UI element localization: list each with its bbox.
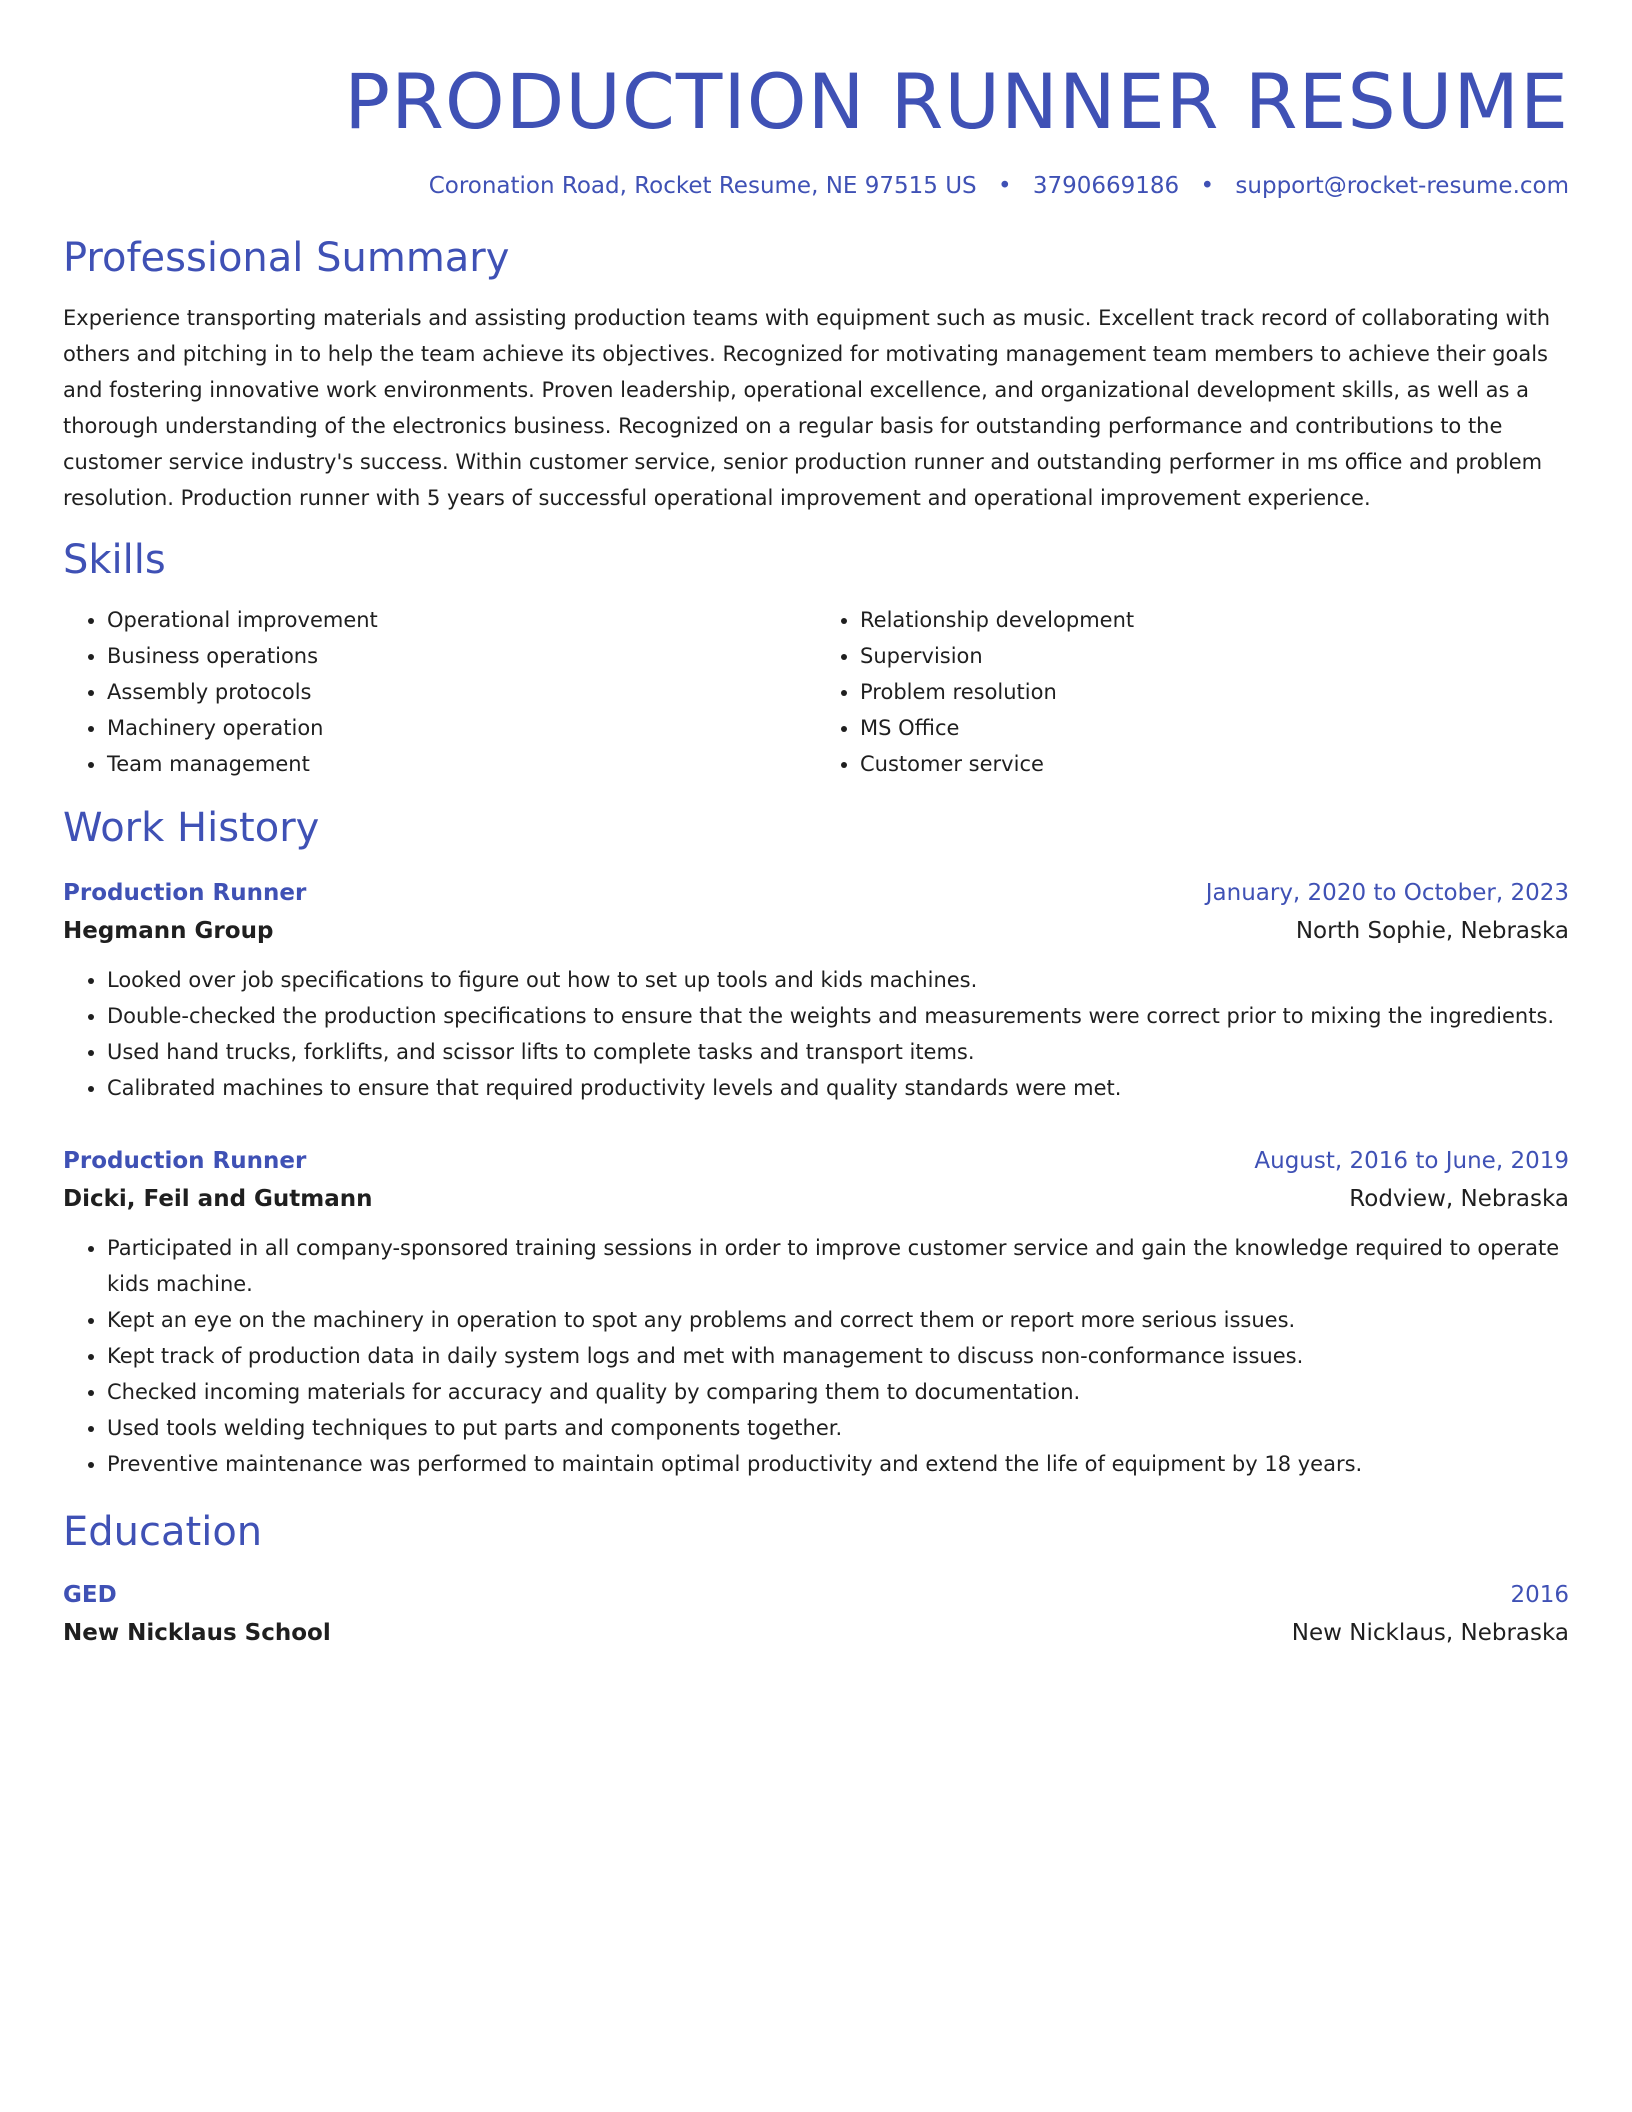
contact-separator: •: [1200, 173, 1215, 199]
job-title-row: [63, 874, 1569, 912]
job-bullet: • Participated in all company-sponsored training sessions in order to improve customer service and gain the knowledge required to operate kids machine.: [107, 1230, 1569, 1302]
job-company: Hegmann Group: [63, 918, 274, 944]
job-company: Dicki, Feil and Gutmann: [63, 1186, 373, 1212]
skills-section: [63, 534, 1569, 782]
contact-line: [63, 170, 1569, 202]
job-bullet: • Used hand trucks, forklifts, and scissor lifts to complete tasks and transport items.: [107, 1034, 1569, 1070]
skills-grid: [63, 602, 1569, 782]
skill-item: • Supervision: [860, 638, 1569, 674]
section-heading-skills: Skills: [63, 537, 166, 583]
skills-column-left: [63, 602, 816, 782]
job-bullets: [63, 962, 1569, 1106]
skill-item: • Assembly protocols: [107, 674, 816, 710]
skills-column-right: [816, 602, 1569, 782]
contact-separator: •: [997, 173, 1012, 199]
job-title: Production Runner: [63, 1148, 307, 1174]
job-bullet: • Used tools welding techniques to put parts and components together.: [107, 1410, 1569, 1446]
skill-item: • Relationship development: [860, 602, 1569, 638]
job-dates: August, 2016 to June, 2019: [1254, 1148, 1569, 1174]
resume-title: PRODUCTION RUNNER RESUME: [344, 57, 1569, 146]
job-bullet: • Checked incoming materials for accuracy and quality by comparing them to documentation.: [107, 1374, 1569, 1410]
job-bullet: • Calibrated machines to ensure that required productivity levels and quality standards were met.: [107, 1070, 1569, 1106]
skill-item: • Business operations: [107, 638, 816, 674]
job-location: North Sophie, Nebraska: [1295, 918, 1569, 944]
job-company-row: [63, 1180, 1569, 1218]
contact-address: Coronation Road, Rocket Resume, NE 97515 US: [428, 173, 977, 199]
skill-item: • Customer service: [860, 746, 1569, 782]
job-bullet: • Preventive maintenance was performed to maintain optimal productivity and extend the life of equipment by 18 years.: [107, 1446, 1569, 1482]
section-heading-summary: Professional Summary: [63, 235, 510, 281]
skill-item: • Problem resolution: [860, 674, 1569, 710]
section-heading-education: Education: [63, 1509, 263, 1555]
job-bullet: • Kept track of production data in daily system logs and met with management to discuss non-conformance issues.: [107, 1338, 1569, 1374]
contact-phone: 3790669186: [1032, 173, 1180, 199]
skill-item: • Machinery operation: [107, 710, 816, 746]
job-bullet: • Double-checked the production specifications to ensure that the weights and measurements were correct prior to mixing the ingredients.: [107, 998, 1569, 1034]
job-title: Production Runner: [63, 880, 307, 906]
education-location: New Nicklaus, Nebraska: [1291, 1620, 1569, 1646]
job-bullets: [63, 1230, 1569, 1482]
education-degree: GED: [63, 1582, 117, 1608]
job-company-row: [63, 912, 1569, 950]
education-degree-row: [63, 1576, 1569, 1614]
job-title-row: [63, 1142, 1569, 1180]
summary-section: [63, 232, 1569, 516]
education-school: New Nicklaus School: [63, 1620, 331, 1646]
skill-item: • Team management: [107, 746, 816, 782]
contact-email: support@rocket-resume.com: [1235, 173, 1569, 199]
section-heading-work-history: Work History: [63, 805, 320, 851]
education-school-row: [63, 1614, 1569, 1652]
work-history-section: [63, 802, 1569, 1482]
job-location: Rodview, Nebraska: [1349, 1186, 1569, 1212]
job-bullet: • Kept an eye on the machinery in operation to spot any problems and correct them or report more serious issues.: [107, 1302, 1569, 1338]
education-entry: [63, 1576, 1569, 1652]
education-section: [63, 1506, 1569, 1652]
education-year: 2016: [1510, 1582, 1569, 1608]
skill-item: • MS Office: [860, 710, 1569, 746]
summary-text: Experience transporting materials and assisting production teams with equipment such as music. Excellent track record of collaborating with others and pitching in to help the team achieve its objectives. Recognized for motivating management team members to achieve their goals and fostering innovative work environments. Proven leadership, operational excellence, and organizational development skills, as well as a thorough understanding of the electronics business. Recognized on a regular basis for outstanding performance and contributions to the customer service industry's success. Within customer service, senior production runner and outstanding performer in ms office and problem resolution. Production runner with 5 years of successful operational improvement and operational improvement experience.: [63, 306, 1551, 510]
resume-header: [63, 52, 1569, 202]
skill-item: • Operational improvement: [107, 602, 816, 638]
job-bullet: • Looked over job specifications to figure out how to set up tools and kids machines.: [107, 962, 1569, 998]
job-entry: [63, 874, 1569, 1106]
job-entry: [63, 1142, 1569, 1482]
job-dates: January, 2020 to October, 2023: [1205, 880, 1569, 906]
